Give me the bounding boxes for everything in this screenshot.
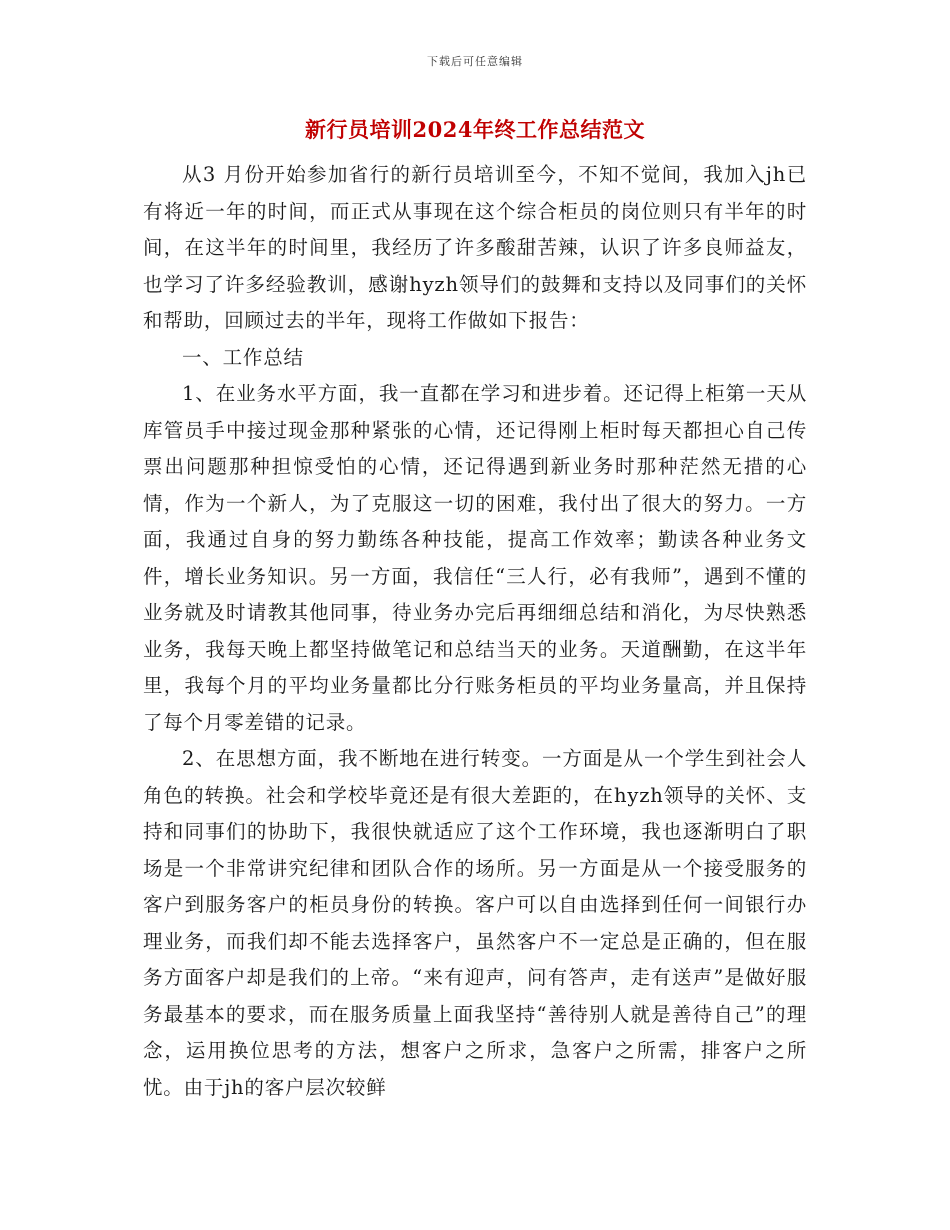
section-heading-work-summary: 一、工作总结	[182, 345, 304, 369]
page-header-note: 下载后可任意编辑	[427, 55, 523, 68]
document-title: 新行员培训2024年终工作总结范文	[305, 117, 645, 142]
paragraph-business-level: 1、在业务水平方面，我一直都在学习和进步着。还记得上柜第一天从库管员手中接过现金那种紧张的心情，还记得刚上柜时每天都担心自己传票出问题那种担惊受怕的心情，还记得遇到新业务时那种茫然无措的心情，作为一个新人，为了克服这一切的困难，我付出了很大的努力。一方面，我通过自身的努力勤练各种技能，提高工作效率；勤读各种业务文件，增长业务知识。另一方面，我信任“三人行，必有我师”，遇到不懂的业务就及时请教其他同事，待业务办完后再细细总结和消化，为尽快熟悉业务，我每天晚上都坚持做笔记和总结当天的业务。天道酬勤，在这半年里，我每个月的平均业务量都比分行账务柜员的平均业务量高，并且保持了每个月零差错的记录。	[143, 382, 807, 734]
document-body	[143, 157, 807, 1106]
paragraph-mindset: 2、在思想方面，我不断地在进行转变。一方面是从一个学生到社会人角色的转换。社会和学校毕竟还是有很大差距的，在hyzh领导的关怀、支持和同事们的协助下，我很快就适应了这个工作环境，我也逐渐明白了职场是一个非常讲究纪律和团队合作的场所。另一方面是从一个接受服务的客户到服务客户的柜员身份的转换。客户可以自由选择到任何一间银行办理业务，而我们却不能去选择客户，虽然客户不一定总是正确的，但在服务方面客户却是我们的上帝。“来有迎声，问有答声，走有送声”是做好服务最基本的要求，而在服务质量上面我坚持“善待别人就是善待自己”的理念，运用换位思考的方法，想客户之所求，急客户之所需，排客户之所忧。由于jh的客户层次较鲜	[143, 747, 807, 1099]
paragraph-intro: 从3 月份开始参加省行的新行员培训至今，不知不觉间，我加入jh已有将近一年的时间，而正式从事现在这个综合柜员的岗位则只有半年的时间，在这半年的时间里，我经历了许多酸甜苦辣，认识了许多良师益友，也学习了许多经验教训，感谢hyzh领导们的鼓舞和支持以及同事们的关怀和帮助，回顾过去的半年，现将工作做如下报告：	[143, 163, 807, 332]
